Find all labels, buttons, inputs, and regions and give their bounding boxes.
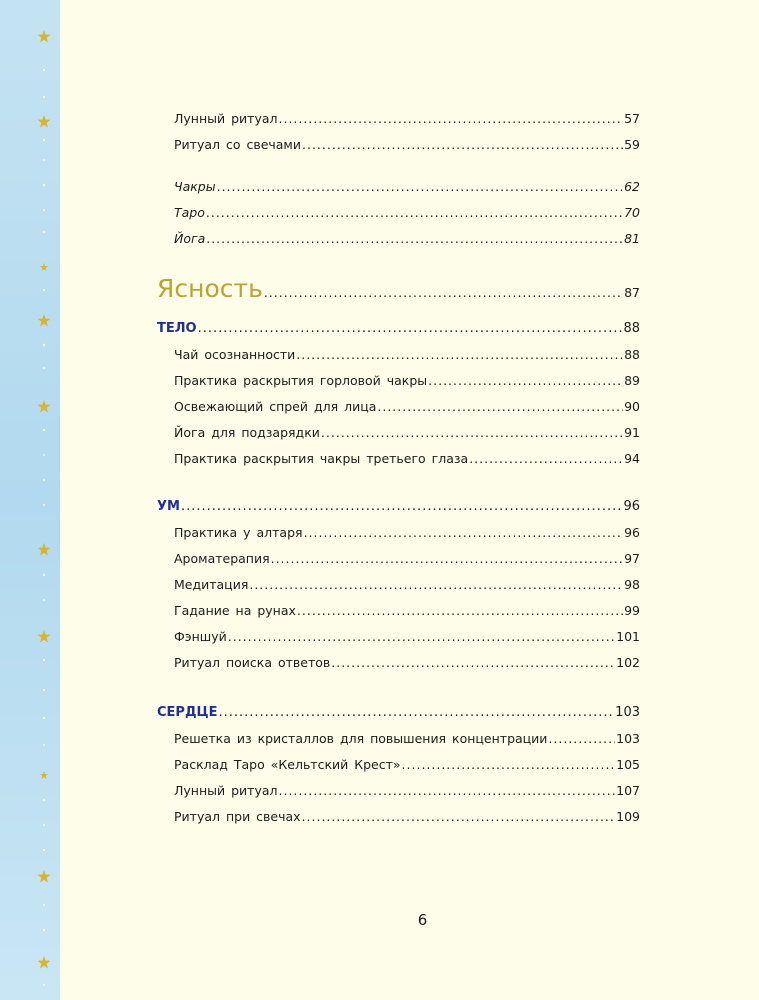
- toc-entry-page: 109: [616, 809, 640, 824]
- dot-leader: [402, 754, 616, 776]
- dot-leader: [218, 702, 614, 724]
- toc-entry: [174, 422, 640, 444]
- toc-entry-title: Ароматерапия: [174, 551, 270, 566]
- dot-leader: [206, 228, 623, 250]
- toc-entry-page: 89: [624, 373, 640, 388]
- toc-entry-title: Чай осознанности: [174, 347, 296, 362]
- toc-entry-title: Лунный ритуал: [174, 111, 278, 126]
- toc-entry: [174, 806, 640, 828]
- toc-entry-page: 57: [624, 111, 640, 126]
- page-number: 6: [417, 911, 428, 929]
- dot-leader: [302, 134, 623, 156]
- toc-entry-title: Практика у алтаря: [174, 525, 303, 540]
- toc-entry-title: СЕРДЦЕ: [157, 705, 218, 720]
- dot-leader: [206, 202, 623, 224]
- toc-entry-title: Ритуал со свечами: [174, 137, 301, 152]
- toc-entry-title: Ритуал поиска ответов: [174, 655, 331, 670]
- dot-leader: [271, 548, 623, 570]
- toc-entry-page: 101: [616, 629, 640, 644]
- toc-entry-page: 88: [624, 347, 640, 362]
- dot-leader: [279, 780, 616, 802]
- dot-leader: [331, 652, 615, 674]
- toc-entry-title: Йога для подзарядки: [174, 425, 320, 440]
- toc-entry-page: 103: [616, 731, 640, 746]
- toc-entry-page: 81: [624, 231, 640, 246]
- toc-entry: [174, 626, 640, 648]
- toc-entry: [174, 600, 640, 622]
- toc-entry: [174, 754, 640, 776]
- toc-entry-title: Чакры: [174, 179, 216, 194]
- toc-entry-page: 102: [616, 655, 640, 670]
- toc-entry: [174, 228, 640, 250]
- dot-leader: [297, 600, 623, 622]
- toc-entry-title: Лунный ритуал: [174, 783, 278, 798]
- toc-entry-page: 59: [624, 137, 640, 152]
- toc-entry-title: Гадание на рунах: [174, 603, 296, 618]
- toc-entry: [174, 108, 640, 130]
- dot-leader: [469, 448, 623, 470]
- toc-entry: [174, 574, 640, 596]
- toc-entry-page: 103: [615, 705, 640, 720]
- toc-entry-page: 87: [624, 285, 640, 300]
- toc-entry-page: 70: [624, 205, 640, 220]
- toc-entry-title: Освежающий спрей для лица: [174, 399, 377, 414]
- toc-entry-page: 99: [624, 603, 640, 618]
- toc-entry-page: 90: [624, 399, 640, 414]
- toc-entry-title: Практика раскрытия чакры третьего глаза: [174, 451, 469, 466]
- toc-entry: [174, 344, 640, 366]
- dot-leader: [279, 108, 624, 130]
- dot-leader: [377, 396, 623, 418]
- toc-entry-page: 88: [623, 321, 640, 336]
- toc-entry-page: 98: [624, 577, 640, 592]
- toc-entry-title: Ясность: [157, 274, 263, 303]
- toc-entry-title: Практика раскрытия горловой чакры: [174, 373, 428, 388]
- toc-entry-page: 96: [624, 525, 640, 540]
- dot-leader: [304, 522, 624, 544]
- toc-section: [157, 702, 640, 724]
- toc-entry: [174, 728, 640, 750]
- toc-entry-title: Расклад Таро «Кельтский Крест»: [174, 757, 401, 772]
- toc-chapter: [157, 271, 640, 307]
- dot-leader: [264, 275, 623, 307]
- dot-leader: [217, 176, 624, 198]
- toc-entry-page: 97: [624, 551, 640, 566]
- dot-leader: [321, 422, 623, 444]
- toc-section: [157, 318, 640, 340]
- toc-entry: [174, 396, 640, 418]
- toc-entry-page: 96: [623, 499, 640, 514]
- toc-entry-title: Ритуал при свечах: [174, 809, 301, 824]
- toc-entry-title: Йога: [174, 231, 206, 246]
- toc-entry: [174, 202, 640, 224]
- toc-entry-page: 91: [624, 425, 640, 440]
- toc-entry-title: УМ: [157, 499, 180, 514]
- toc-entry: [174, 176, 640, 198]
- toc-entry-page: 105: [616, 757, 640, 772]
- toc-entry-title: ТЕЛО: [157, 321, 197, 336]
- toc-entry-page: 107: [616, 783, 640, 798]
- toc-entry: [174, 134, 640, 156]
- toc-entry: [174, 448, 640, 470]
- toc-entry: [174, 780, 640, 802]
- toc-entry-title: Таро: [174, 205, 205, 220]
- dot-leader: [181, 496, 622, 518]
- toc-entry: [174, 548, 640, 570]
- dot-leader: [548, 728, 615, 750]
- toc-section: [157, 496, 640, 518]
- toc-entry: [174, 370, 640, 392]
- toc-entry-title: Медитация: [174, 577, 249, 592]
- dot-leader: [302, 806, 616, 828]
- toc-entry-page: 62: [624, 179, 640, 194]
- dot-leader: [428, 370, 623, 392]
- dot-leader: [296, 344, 623, 366]
- toc-entry: [174, 522, 640, 544]
- toc-entry: [174, 652, 640, 674]
- toc-entry-title: Фэншуй: [174, 629, 227, 644]
- dot-leader: [198, 318, 623, 340]
- dot-leader: [228, 626, 615, 648]
- dot-leader: [249, 574, 623, 596]
- toc-entry-page: 94: [624, 451, 640, 466]
- toc-entry-title: Решетка из кристаллов для повышения концентрации: [174, 731, 548, 746]
